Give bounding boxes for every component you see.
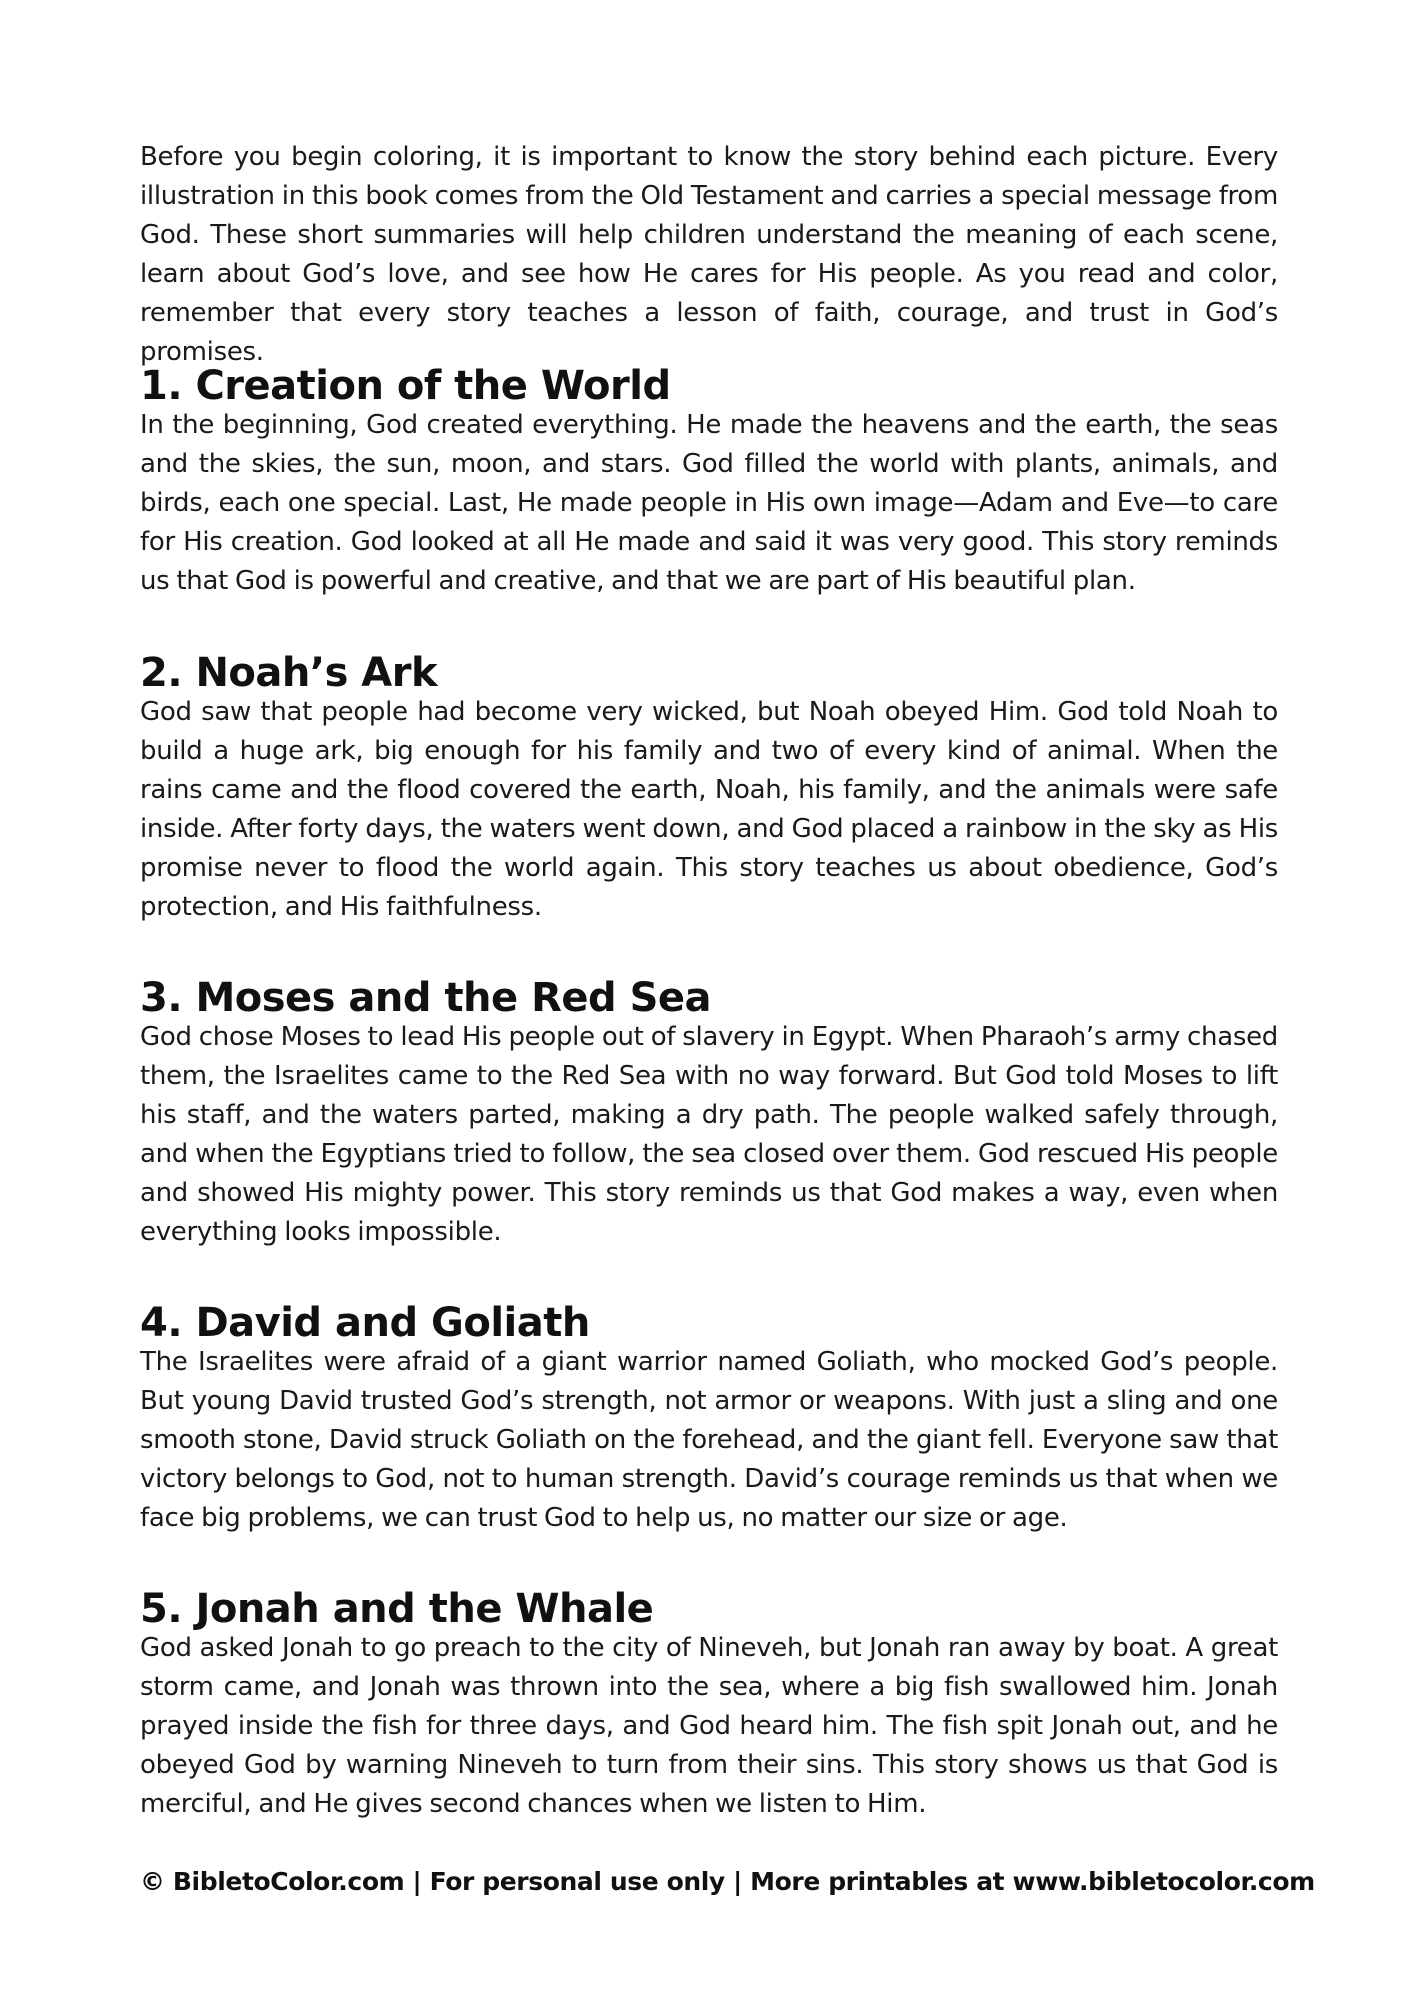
- section-title: 1. Creation of the World: [140, 363, 671, 409]
- footer-copyright: © BibletoColor.com | For personal use only | More printables at www.bibletocolor.com: [140, 1867, 1315, 1896]
- section-noahs-ark: [140, 649, 1278, 927]
- section-title: 3. Moses and the Red Sea: [140, 975, 712, 1021]
- intro-paragraph: Before you begin coloring, it is important to know the story behind each picture. Every illustration in this book comes from the Old Testament and carries a special message from God. These short summaries will help children understand the meaning of each scene, learn about God’s love, and see how He cares for His people. As you read and color, remember that every story teaches a lesson of faith, courage, and trust in God’s promises.: [140, 142, 1278, 367]
- section-moses-red-sea: [140, 974, 1278, 1252]
- section-david-goliath: [140, 1299, 1278, 1538]
- section-body: In the beginning, God created everything. He made the heavens and the earth, the seas and the skies, the sun, moon, and stars. God filled the world with plants, animals, and birds, each one special. Last, He made people in His own image—Adam and Eve—to care for His creation. God looked at all He made and said it was very good. This story reminds us that God is powerful and creative, and that we are part of His beautiful plan.: [140, 410, 1278, 596]
- section-jonah-whale: [140, 1585, 1278, 1824]
- section-creation: [140, 362, 1278, 601]
- section-title: 5. Jonah and the Whale: [140, 1586, 654, 1632]
- section-title: 2. Noah’s Ark: [140, 650, 438, 696]
- section-body: God saw that people had become very wicked, but Noah obeyed Him. God told Noah to build a huge ark, big enough for his family and two of every kind of animal. When the rains came and the flood covered the earth, Noah, his family, and the animals were safe inside. After forty days, the waters went down, and God placed a rainbow in the sky as His promise never to flood the world again. This story teaches us about obedience, God’s protection, and His faithfulness.: [140, 697, 1278, 922]
- section-title: 4. David and Goliath: [140, 1300, 590, 1346]
- document-page: [140, 138, 1278, 372]
- section-body: God chose Moses to lead His people out of slavery in Egypt. When Pharaoh’s army chased them, the Israelites came to the Red Sea with no way forward. But God told Moses to lift his staff, and the waters parted, making a dry path. The people walked safely through, and when the Egyptians tried to follow, the sea closed over them. God rescued His people and showed His mighty power. This story reminds us that God makes a way, even when everything looks impossible.: [140, 1022, 1278, 1247]
- section-body: God asked Jonah to go preach to the city of Nineveh, but Jonah ran away by boat. A great storm came, and Jonah was thrown into the sea, where a big fish swallowed him. Jonah prayed inside the fish for three days, and God heard him. The fish spit Jonah out, and he obeyed God by warning Nineveh to turn from their sins. This story shows us that God is merciful, and He gives second chances when we listen to Him.: [140, 1633, 1278, 1819]
- section-body: The Israelites were afraid of a giant warrior named Goliath, who mocked God’s people. But young David trusted God’s strength, not armor or weapons. With just a sling and one smooth stone, David struck Goliath on the forehead, and the giant fell. Everyone saw that victory belongs to God, not to human strength. David’s courage reminds us that when we face big problems, we can trust God to help us, no matter our size or age.: [140, 1347, 1278, 1533]
